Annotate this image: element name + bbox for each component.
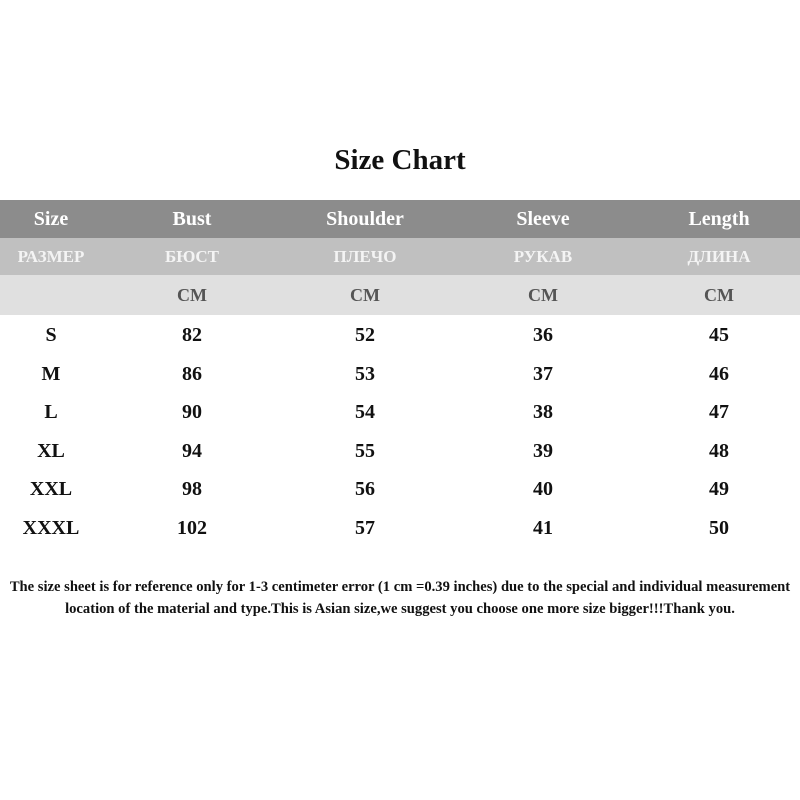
cell-size: L	[44, 401, 58, 424]
header-ru-bust: БЮСТ	[165, 247, 219, 266]
table-body	[0, 316, 800, 548]
header-ru-size: РАЗМЕР	[17, 247, 85, 266]
cell-size: XXXL	[22, 516, 80, 539]
table-row	[0, 316, 800, 355]
header-ru-shoulder: ПЛЕЧО	[333, 247, 397, 266]
cell-length: 47	[709, 401, 729, 424]
unit-bust: CM	[177, 285, 207, 305]
disclaimer-note: The size sheet is for reference only for 1-3 centimeter error (1 cm =0.39 inches) due to the special and individual measurement location of the material and type.This is Asian size,we suggest you choose one more size bigger!!!Thank you.	[9, 579, 791, 617]
cell-sleeve: 37	[533, 362, 553, 385]
table-row	[0, 432, 800, 471]
header-sleeve: Sleeve	[516, 208, 570, 230]
cell-size: XXL	[29, 478, 73, 501]
header-shoulder: Shoulder	[326, 208, 404, 230]
cell-shoulder: 57	[355, 516, 375, 539]
table-row	[0, 470, 800, 509]
cell-sleeve: 40	[533, 478, 553, 501]
cell-bust: 86	[182, 362, 202, 385]
cell-bust: 102	[177, 516, 207, 539]
cell-sleeve: 41	[533, 516, 553, 539]
cell-shoulder: 55	[355, 439, 375, 462]
header-ru-sleeve: РУКАВ	[513, 247, 573, 266]
cell-size: M	[41, 362, 61, 385]
cell-sleeve: 36	[533, 324, 553, 346]
header-size: Size	[33, 208, 69, 230]
cell-bust: 94	[182, 439, 202, 462]
unit-sleeve: CM	[528, 285, 558, 305]
cell-length: 50	[709, 516, 729, 539]
header-ru-length: ДЛИНА	[687, 247, 751, 266]
header-length: Length	[688, 208, 750, 230]
table-row	[0, 355, 800, 394]
unit-size	[0, 275, 102, 315]
cell-size: S	[45, 324, 57, 346]
cell-length: 49	[709, 478, 729, 501]
cell-bust: 98	[182, 478, 202, 501]
table-header-ru-row	[0, 238, 800, 275]
cell-length: 48	[709, 439, 729, 462]
cell-bust: 90	[182, 401, 202, 424]
table-row	[0, 393, 800, 432]
table-row	[0, 509, 800, 548]
cell-shoulder: 54	[355, 401, 375, 424]
cell-bust: 82	[182, 324, 202, 346]
cell-shoulder: 52	[355, 324, 375, 346]
header-bust: Bust	[172, 208, 212, 230]
cell-shoulder: 56	[355, 478, 375, 501]
cell-sleeve: 38	[533, 401, 553, 424]
table-header-row	[0, 200, 800, 238]
table-unit-row	[0, 275, 800, 315]
unit-shoulder: CM	[350, 285, 380, 305]
page-title: Size Chart	[334, 144, 466, 176]
cell-length: 45	[709, 324, 729, 346]
cell-length: 46	[709, 362, 729, 385]
cell-shoulder: 53	[355, 362, 375, 385]
cell-size: XL	[37, 439, 65, 462]
unit-length: CM	[704, 285, 734, 305]
cell-sleeve: 39	[533, 439, 553, 462]
